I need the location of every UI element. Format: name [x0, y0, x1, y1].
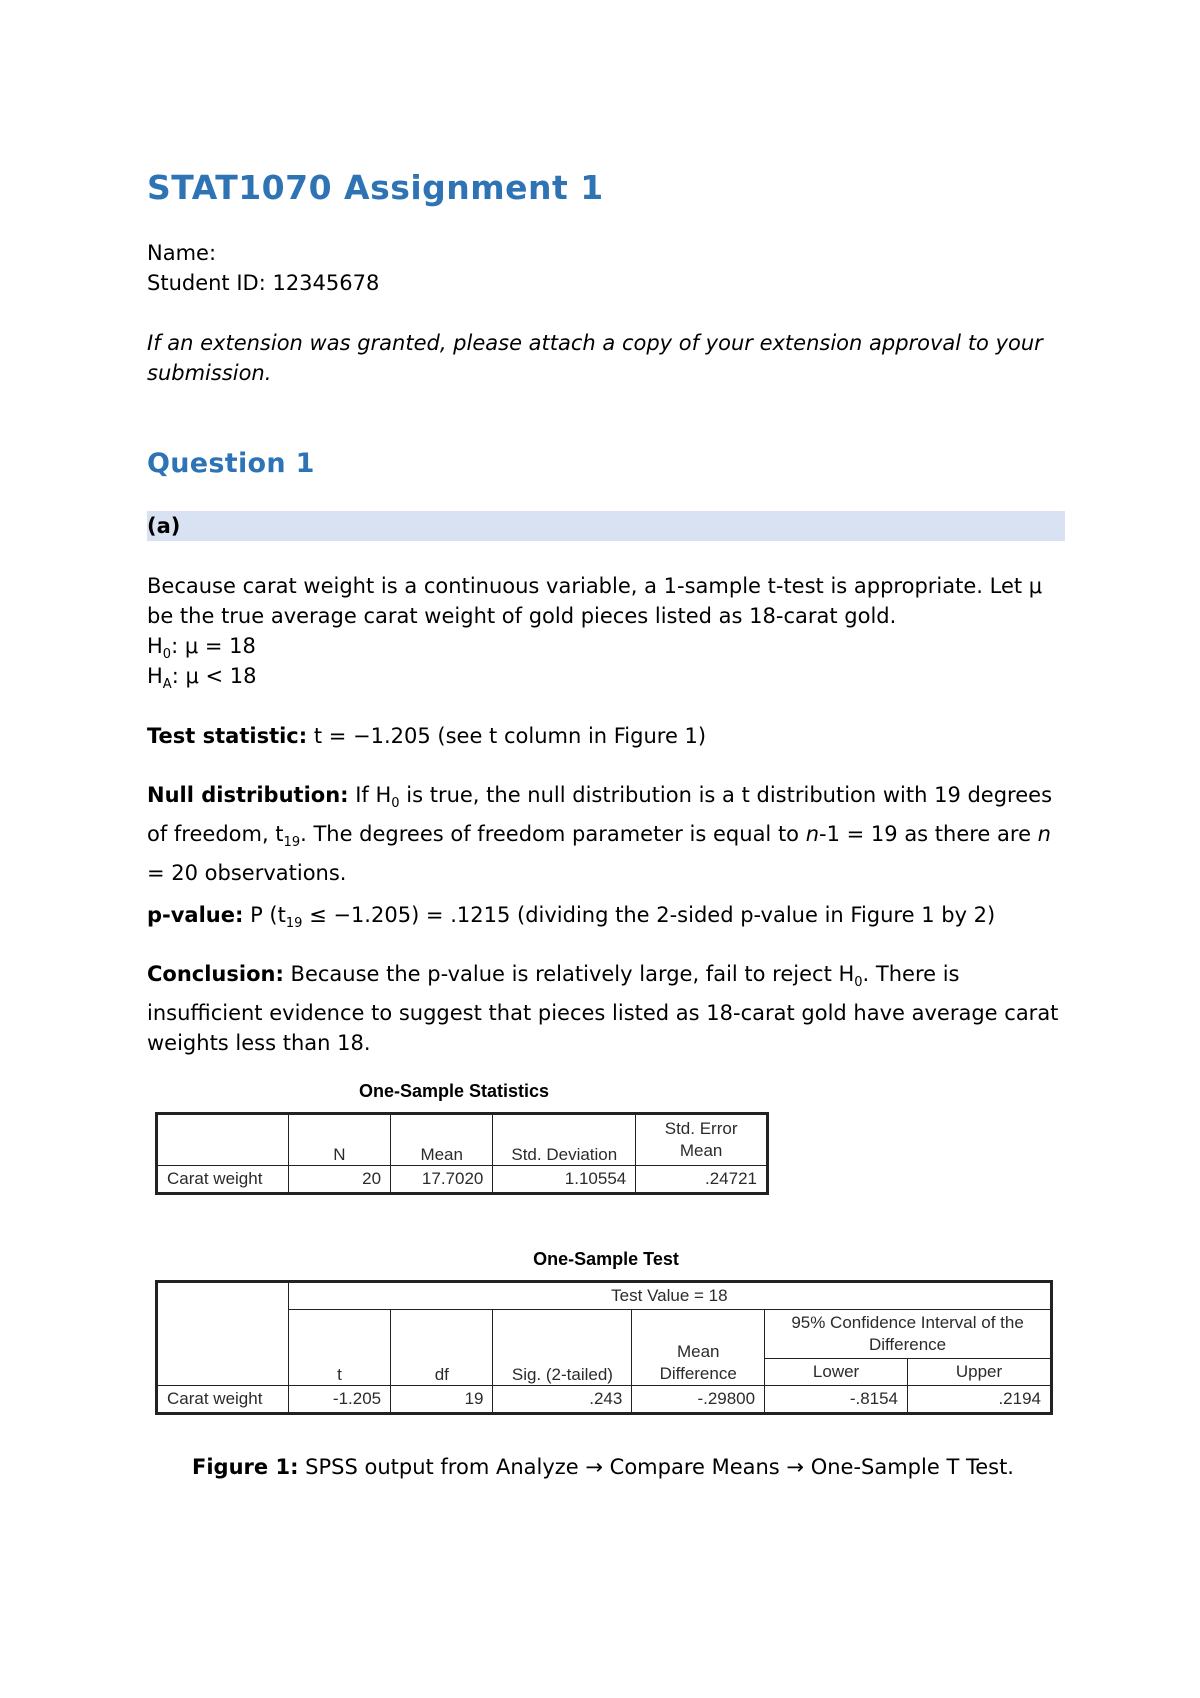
test-header-mean-difference: Mean Difference [632, 1310, 765, 1386]
intro-paragraph: Because carat weight is a continuous variable, a 1-sample t-test is appropriate. Let μ be the true average carat weight of gold pieces listed as 18-carat gold. [147, 574, 1043, 628]
test-table-caption: One-Sample Test [533, 1249, 679, 1269]
p-value-line: p-value: P $(t_{19} \le -1.205) = .1215$ (dividing the 2-sided p-value in Figure 1 by 2) [147, 903, 996, 932]
test-value-upper: .2194 [908, 1386, 1052, 1414]
test-header-sig: Sig. (2-tailed) [493, 1310, 632, 1386]
test-statistic-label: Test statistic: [147, 724, 308, 748]
stats-header-std-error-mean: Std. Error Mean [636, 1114, 768, 1166]
null-distribution-paragraph: Null distribution: If $H_0$ is true, the null distribution is a t distribution with 19 degrees of freedom, $t_{19}$. The degrees of freedom parameter is equal to n-1 = 19 as there are n = 20 observations. [147, 783, 1053, 886]
test-header-row-2 [157, 1310, 1052, 1359]
alternative-hypothesis: $H_A$: μ < 18 [147, 664, 257, 693]
stats-value-std-error-mean: .24721 [636, 1166, 768, 1194]
question-heading: Question 1 [147, 448, 315, 479]
stats-header-mean: Mean [391, 1114, 493, 1166]
stats-header-row [157, 1114, 768, 1166]
test-value-mean-difference: -.29800 [632, 1386, 765, 1414]
extension-note: If an extension was granted, please attach a copy of your extension approval to your submission. [147, 331, 1043, 385]
p-value-label: p-value: [147, 903, 244, 927]
table-row [157, 1386, 1052, 1414]
student-id-line: Student ID: 12345678 [147, 271, 380, 295]
test-header-t: t [288, 1310, 390, 1386]
stats-header-n: N [288, 1114, 390, 1166]
test-corner-cell [157, 1282, 289, 1386]
name-line: Name: [147, 241, 217, 265]
test-header-row-1 [157, 1282, 1052, 1310]
part-a-label: (a) [147, 514, 181, 538]
stats-header-std-deviation: Std. Deviation [493, 1114, 636, 1166]
test-header-upper: Upper [908, 1359, 1052, 1386]
null-distribution-label: Null distribution: [147, 783, 349, 807]
test-value-t: -1.205 [288, 1386, 390, 1414]
stats-value-n: 20 [288, 1166, 390, 1194]
stats-table-caption: One-Sample Statistics [358, 1081, 550, 1101]
one-sample-test-table [155, 1280, 1053, 1415]
figure-caption-label: Figure 1: [192, 1455, 299, 1479]
test-header-ci: 95% Confidence Interval of the Difference [765, 1310, 1052, 1359]
table-row [157, 1166, 768, 1194]
test-header-lower: Lower [765, 1359, 908, 1386]
part-a-heading [147, 511, 1065, 541]
test-value-header: Test Value = 18 [288, 1282, 1051, 1310]
null-hypothesis: $H_0$: μ = 18 [147, 634, 256, 663]
test-value-lower: -.8154 [765, 1386, 908, 1414]
test-row-label: Carat weight [157, 1386, 289, 1414]
test-value-df: 19 [391, 1386, 493, 1414]
figure-caption: Figure 1: SPSS output from Analyze → Compare Means → One-Sample T Test. [192, 1455, 1014, 1479]
stats-corner-cell [157, 1114, 289, 1166]
test-statistic-line: Test statistic: t = −1.205 (see t column in Figure 1) [147, 724, 707, 748]
test-value-sig: .243 [493, 1386, 632, 1414]
stats-value-mean: 17.7020 [391, 1166, 493, 1194]
conclusion-label: Conclusion: [147, 962, 284, 986]
document-title: STAT1070 Assignment 1 [147, 168, 604, 207]
one-sample-statistics-table [155, 1112, 769, 1195]
conclusion-paragraph: Conclusion: Because the p-value is relatively large, fail to reject $H_0$. There is insufficient evidence to suggest that pieces listed as 18-carat gold have average carat weights less than 18. [147, 962, 1059, 1056]
test-header-df: df [391, 1310, 493, 1386]
stats-value-std-deviation: 1.10554 [493, 1166, 636, 1194]
stats-row-label: Carat weight [157, 1166, 289, 1194]
